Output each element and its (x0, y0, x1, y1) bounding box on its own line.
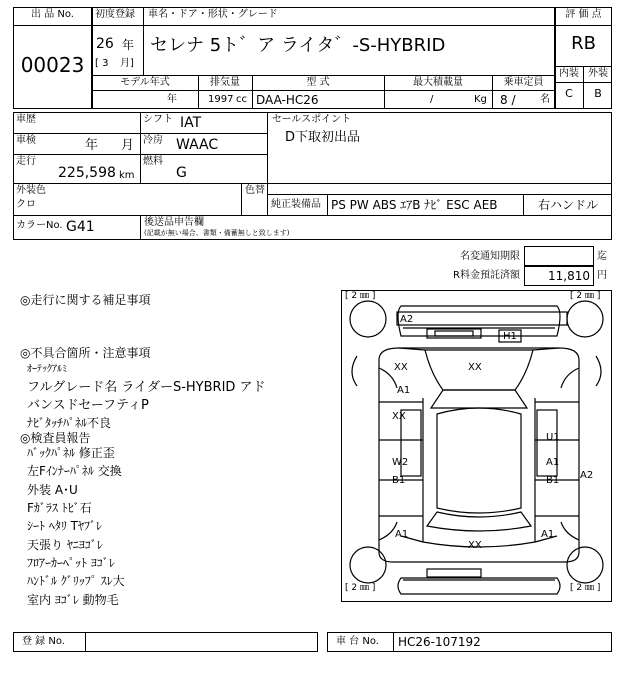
lot-number: 00023 (20, 53, 85, 77)
damage-mark: A1 (397, 385, 411, 396)
inspector-line: ｼｰﾄ ﾍﾀﾘ Tﾔﾌﾞﾚ (27, 519, 102, 533)
damage-mark: A1 (395, 529, 409, 540)
history-label: 車歴 (16, 114, 36, 125)
notice-deadline-label: 名変通知期限 (460, 251, 520, 262)
fuel: G (176, 165, 187, 181)
damage-mark: A1 (546, 457, 560, 468)
first-registration-label: 初度登録 (95, 9, 135, 20)
rear-window (427, 512, 531, 531)
defect-line: フルグレード名 ライダーS-HYBRID アド (27, 380, 266, 395)
inspector-line: 天張り ﾔﾆﾖｺﾞﾚ (27, 538, 103, 552)
interior-label: 内装 (559, 68, 579, 79)
model-year-unit: 年 (167, 94, 177, 105)
driving-notes-heading: ◎走行に関する補足事項 (20, 293, 151, 307)
lot-number-label: 出 品 No. (31, 9, 74, 20)
inspection-year: 年 (85, 138, 99, 153)
sales-point-label: セールスポイント (272, 114, 352, 125)
tire-front-left (350, 301, 386, 337)
color-number-label: カラーNo. (16, 220, 63, 231)
notice-deadline-unit: 迄 (597, 251, 607, 262)
displacement-label: 排気量 (210, 77, 240, 88)
interior-grade: C (565, 87, 573, 100)
tire-depth-front-left: [ 2 ㎜ ] (345, 291, 376, 301)
damage-mark: A2 (580, 470, 594, 481)
capacity-unit: 名 (540, 94, 550, 105)
month-unit: 月] (120, 58, 134, 69)
damage-mark: XX (468, 540, 482, 551)
windshield (431, 390, 527, 408)
model-type-label: 型 式 (306, 77, 330, 88)
inspector-line: 外装 A･U (27, 483, 78, 497)
displacement: 1997 (208, 94, 234, 105)
score-label: 評 価 点 (565, 9, 602, 20)
displacement-unit: cc (236, 94, 247, 105)
damage-mark: U1 (546, 432, 560, 443)
inspector-line: ﾊﾞｯｸﾊﾟﾈﾙ 修正歪 (27, 446, 115, 460)
defects-heading: ◎不具合箇所・注意事項 (20, 346, 151, 360)
color-number: G41 (66, 219, 95, 235)
year-unit: 年 (122, 38, 135, 52)
front-bumper (398, 306, 560, 336)
damage-mark: B1 (392, 475, 406, 486)
defect-line: ｵｰﾃｯｸｱﾙﾐ (27, 364, 67, 375)
overall-score: RB (571, 33, 596, 54)
model-type: DAA-HC26 (256, 93, 319, 107)
damage-mark: B1 (546, 475, 560, 486)
tire-rear-left (350, 547, 386, 583)
recycle-fee-label: R料金預託済額 (453, 270, 520, 281)
exterior-label: 外装 (588, 68, 608, 79)
damage-mark: XX (392, 411, 406, 422)
defect-line: ﾅﾋﾞﾀｯﾁﾊﾟﾈﾙ不良 (27, 416, 112, 430)
damage-mark: H1 (503, 331, 517, 342)
mileage-label: 走行 (16, 156, 36, 167)
recycle-fee-unit: 円 (597, 270, 607, 281)
first-registration-year: 26 (96, 36, 114, 52)
seating-capacity: 8 / (500, 93, 516, 107)
aftermarket-label: 後送品申告欄 (144, 217, 204, 228)
model-year-label: モデル年式 (120, 77, 170, 88)
defect-line: バンスドセーフティP (27, 398, 149, 413)
inspector-line: ﾌﾛｱｰｶｰﾍﾟｯﾄ ﾖｺﾞﾚ (27, 556, 115, 570)
steering: 右ハンドル (538, 198, 599, 212)
exterior-color: クロ (16, 199, 36, 210)
notice-deadline-field (524, 246, 594, 266)
capacity-label: 乗車定員 (503, 77, 544, 88)
inspector-line: Fｶﾞﾗｽ ﾄﾋﾞ石 (27, 501, 92, 515)
rear-plate (427, 569, 481, 577)
tire-depth-rear-right: [ 2 ㎜ ] (570, 583, 601, 593)
tire-depth-front-right: [ 2 ㎜ ] (570, 291, 601, 301)
equipment: PS PW ABS ｴｱB ﾅﾋﾞ ESC AEB (331, 198, 498, 212)
inspector-line: 室内 ﾖｺﾞﾚ 動物毛 (27, 593, 119, 607)
aircon-label: 冷房 (143, 135, 163, 146)
exterior-grade: B (594, 87, 602, 100)
chassis-number-label: 車 台 No. (336, 636, 379, 647)
mirror-right (596, 356, 601, 386)
damage-mark: XX (394, 362, 408, 373)
chassis-number: HC26-107192 (398, 635, 481, 649)
max-load-label: 最大積載量 (413, 77, 463, 88)
damage-mark: XX (468, 362, 482, 373)
registration-number-label: 登 録 No. (22, 636, 65, 647)
damage-mark: W2 (392, 457, 409, 468)
inspector-report-heading: ◎検査員報告 (20, 431, 91, 445)
mileage-unit: km (119, 170, 135, 181)
inspection-month: 月 (121, 138, 135, 153)
damage-mark: A2 (400, 314, 414, 325)
sales-point: D下取初出品 (285, 130, 361, 145)
max-load-separator: / (430, 94, 434, 105)
first-registration-month: [ 3 (95, 58, 109, 69)
recycle-fee: 11,810 (548, 269, 590, 283)
inspector-line: ﾊﾝﾄﾞﾙ ｸﾞﾘｯﾌﾟ ｽﾚ大 (27, 574, 125, 588)
mirror-left (352, 356, 357, 386)
a2-top-box (397, 312, 567, 325)
aircon: WAAC (176, 137, 219, 153)
roof (437, 408, 521, 513)
shift-label: シフト (143, 114, 173, 125)
tire-depth-rear-left: [ 2 ㎜ ] (345, 583, 376, 593)
exterior-color-label: 外装色 (16, 185, 46, 196)
inspection-label: 車検 (16, 135, 36, 146)
tire-rear-right (567, 547, 603, 583)
fuel-label: 燃料 (143, 156, 163, 167)
vehicle-name-label: 車名・ドア・形状・グレード (148, 9, 278, 20)
damage-mark: A1 (541, 529, 555, 540)
shift: IAT (180, 115, 202, 131)
tire-front-right (567, 301, 603, 337)
car-name: セレナ 5ト゛ア ライタ゛-S-HYBRID (150, 35, 446, 56)
aftermarket-note: (記載が無い場合、書類・備蓄無しと致します) (144, 229, 290, 237)
equipment-label: 純正装備品 (271, 199, 321, 210)
color-change-label: 色替 (245, 185, 265, 196)
max-load-unit: Kg (474, 94, 487, 105)
mileage: 225,598 (58, 165, 116, 181)
car-diagram (341, 290, 612, 602)
inspector-line: 左Fｲﾝﾅｰﾊﾟﾈﾙ 交換 (27, 464, 122, 478)
